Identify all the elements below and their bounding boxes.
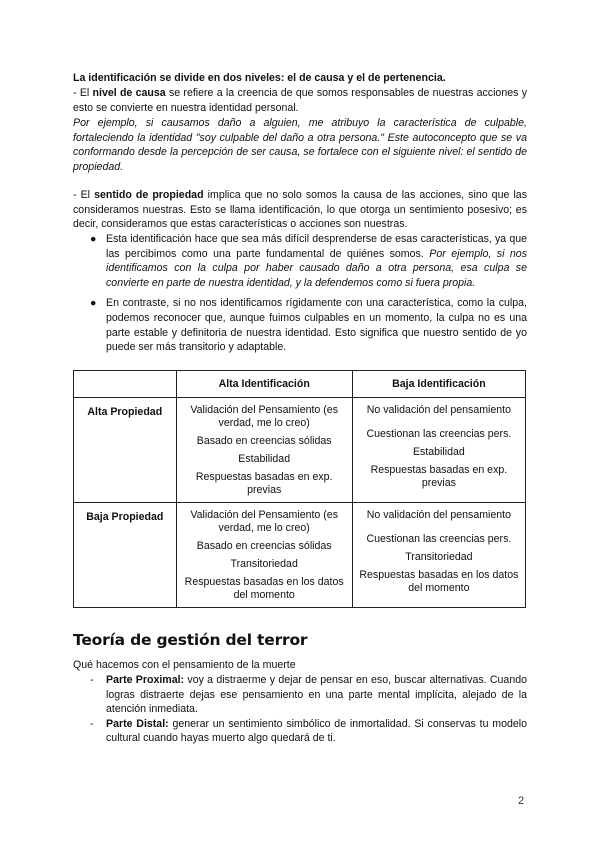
bullet-list <box>73 232 527 361</box>
item-text: voy a distraerme y dejar de pensar en eso, buscar alternativas. Cuando logras distraerte dejas ese pensamiento en una parte mental implícita, alejado de la atención inmediata. <box>106 674 527 716</box>
paragraph-example: Por ejemplo, si causamos daño a alguien, me atribuyo la característica de culpable, fortaleciendo la identidad "soy culpable del daño a otra persona." Este autoconcepto que se va conformando desde la percepción de ser causa, se fortalece con el siguiente nivel: el sentido de propiedad. <box>73 117 527 173</box>
cell-baja-alta <box>176 503 352 608</box>
dash-list <box>73 673 527 746</box>
text: se refiere a la creencia de que somos responsables de nuestras acciones y esto se convierte en nuestra identidad personal. <box>73 87 527 114</box>
table-row <box>74 398 526 503</box>
cell-line: Estabilidad <box>412 446 465 458</box>
bullet-text: Esta identificación hace que sea más difícil desprenderse de esas características, ya que las percibimos como una parte fundamental de quiénes somos. <box>106 233 527 260</box>
header-empty <box>74 371 177 398</box>
paragraph-nivel-causa <box>73 86 527 115</box>
cell-line: Respuestas basadas en los datos del momento <box>359 569 519 594</box>
identification-table <box>73 370 526 608</box>
cell-baja-baja <box>352 503 525 608</box>
section-heading: Teoría de gestión del terror <box>73 631 308 649</box>
page-number: 2 <box>518 795 525 807</box>
cell-line: Validación del Pensamiento (es verdad, me lo creo) <box>190 509 338 534</box>
cell-line: Respuestas basadas en exp. previas <box>195 471 333 496</box>
dash-icon: - <box>90 674 94 686</box>
bold-term: Parte Proximal: <box>106 674 185 686</box>
row-label: Alta Propiedad <box>74 398 177 503</box>
cell-line: Transitoriedad <box>230 558 298 570</box>
bold-term: Parte Distal: <box>106 717 169 730</box>
list-item <box>73 673 527 717</box>
cell-line: No validación del pensamiento <box>366 404 512 416</box>
dash-icon: - <box>90 717 94 730</box>
cell-line: Basado en creencias sólidas <box>196 540 332 552</box>
cell-line: Respuestas basadas en los datos del momento <box>184 576 344 601</box>
cell-line: Cuestionan las creencias pers. <box>366 533 512 545</box>
list-item <box>73 717 527 746</box>
bullet-italic: Por ejemplo, si nos identificamos con la culpa por haber causado daño a otra persona, esa culpa se convierte en parte de nuestra identidad, y la defendemos como si fuera propia. <box>106 247 527 289</box>
cell-line: Estabilidad <box>238 453 291 465</box>
table-header-row <box>74 371 526 398</box>
cell-line: No validación del pensamiento <box>366 509 512 521</box>
table-row <box>74 503 526 608</box>
text: - El <box>73 189 95 201</box>
bullet-icon: ● <box>90 297 97 310</box>
text: implica que no solo somos la causa de las acciones, sino que las consideramos nuestras. Esto se llama identificación, lo que otorga un sentimiento posesivo; es decir, consideramos que estas características o acciones son nuestras. <box>73 189 527 231</box>
item-text: generar un sentimiento simbólico de inmortalidad. Si conservas tu modelo cultural cuando hayas muerto algo quedará de ti. <box>106 717 527 745</box>
bold-term: nivel de causa <box>92 87 166 99</box>
bullet-text: En contraste, si no nos identificamos rígidamente con una característica, como la culpa, podemos reconocer que, aunque fuimos culpables en un momento, la culpa no es una parte estable y definitoria de nuestra identidad. Esto significa que nuestro sentido de yo puede ser más transitorio y adaptable. <box>106 297 527 354</box>
paragraph-sentido-propiedad <box>73 188 527 232</box>
header-alta-identificacion: Alta Identificación <box>176 371 352 398</box>
cell-line: Respuestas basadas en exp. previas <box>370 464 508 489</box>
header-baja-identificacion: Baja Identificación <box>352 371 525 398</box>
cell-line: Transitoriedad <box>405 551 473 563</box>
bold-term: sentido de propiedad <box>94 189 204 201</box>
cell-line: Validación del Pensamiento (es verdad, me lo creo) <box>190 404 338 429</box>
section-subtitle: Qué hacemos con el pensamiento de la muerte <box>73 659 296 671</box>
cell-alta-alta <box>176 398 352 503</box>
row-label: Baja Propiedad <box>74 503 177 608</box>
intro-title: La identificación se divide en dos niveles: el de causa y el de pertenencia. <box>73 72 446 84</box>
bullet-item <box>73 232 527 290</box>
bullet-icon: ● <box>90 233 97 245</box>
cell-alta-baja <box>352 398 525 503</box>
bullet-item <box>73 296 527 354</box>
text: - El <box>73 87 93 99</box>
cell-line: Cuestionan las creencias pers. <box>366 428 512 440</box>
cell-line: Basado en creencias sólidas <box>196 435 332 447</box>
